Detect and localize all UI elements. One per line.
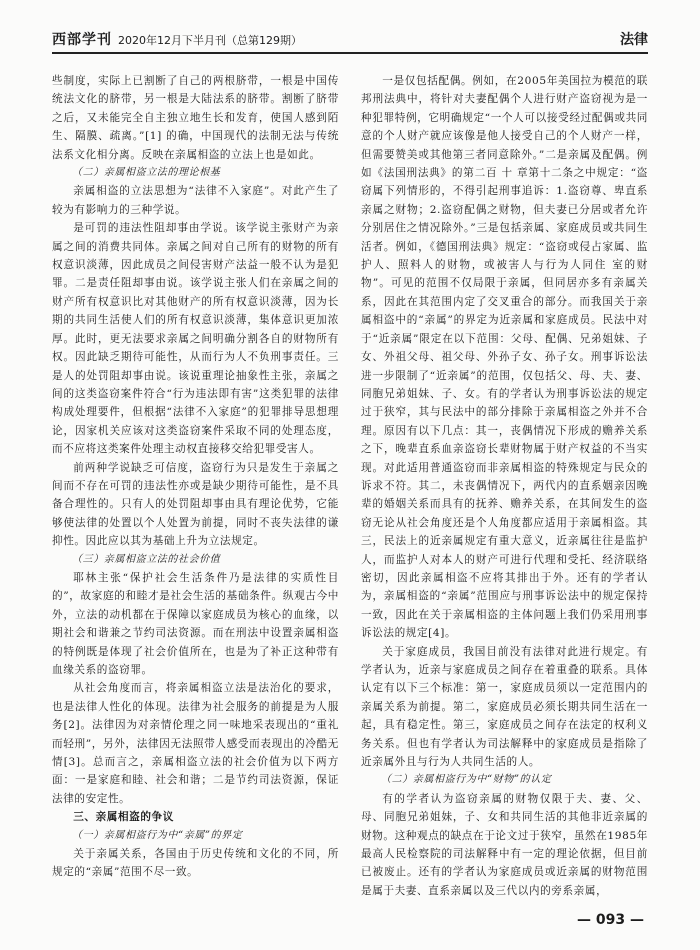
paragraph: 从社会角度而言，将亲属相盗立法是法治化的要求，也是法律人性化的体现。法律为社会服务的前提是为人服务[2]。法律因为对亲情伦理之同一味地采表现出的“重礼而轻刑”，另外，法律因无法照带人感受而表现出的冷酷无情[3]。总而言之，亲属相盗立法的社会价值为以下两方面：一是家庭和睦、社会和谐；二是节约司法资源，保证法律的安定性。 (52, 682, 339, 805)
paragraph: 一是仅包括配偶。例如，在2005年美国拉为模范的联邦刑法典中，将针对夫妻配偶个人进行财产盗窃视为是一种犯罪特例，它明确规定“一个人可以接受经过配偶或共同意的个人财产就应该像是他人接受自己的个人财产一样，但需要赞美或其他第三者同意除外。”二是亲属及配偶。例如《法国刑法典》的第二百 十 章第十二条之中规定：“盗窃属下列情形的，不得引起刑事追诉：1.盗窃尊、卑直系亲属之财物；2.盗窃配偶之财物，但夫妻已分居或者允许分别居住之情况除外。”三是包括亲属、家庭成员或共同生活者。例如，《德国刑法典》规定：“盗窃或侵占家属、监护人、照料人的财物，或被害人与行为人同住 室的财物”。可见的范围不仅局限于亲属，但同居亦多有亲属关系，因此在其范围内定了交叉重合的部分。而我国关于亲属相盗中的“亲属”的界定为近亲属和家庭成员。民法中对于“近亲属”限定在以下范围：父母、配偶、兄弟姐妹、子女、外祖父母、祖父母、外孙子女、孙子女。刑事诉讼法进一步限制了“近亲属”的范围，仅包括父、母、夫、妻、同胞兄弟姐妹、子、女。有的学者认为刑事诉讼法的规定过于狭窄，其与民法中的部分排除于亲属相盗之外并不合理。原因有以下几点：其一，丧偶情况下形成的赡养关系之下，晚辈直系血亲盗窃长辈财物属于财产权益的不当实现。对此适用普通盗窃而非亲属相盗的特殊规定与民众的诉求不符。其二，未丧偶情况下，两代内的直系姻亲因晚辈的婚姻关系而具有的抚养、赡养关系，在其间发生的盗窃无论从社会角度还是个人角度都应适用于亲属相盗。其三，民法上的近亲属规定有重大意义，近亲属往往是监护人，而监护人对本人的财产可进行代理和受托、经济联络密切，因此亲属相盗不应将其排出于外。还有的学者认为，亲属相盗的“亲属”范围应与刑事诉讼法中的规定保持一致，因此在关于亲属相盗的主体问题上我们仍采用刑事诉讼法的规定[4]。 (361, 75, 648, 640)
paragraph: 是可罚的违法性阻却事由学说。该学说主张财产为亲属之间的消费共同体。亲属之间对自己所有的财物的所有权意识淡薄，因此成员之间侵害财产法益一般不认为是犯罪。二是责任阻却事由说。该学说主张人们在亲属之间的财产所有权意识比对其他财产的所有权意识淡薄，因为长期的共同生活使人们的所有权意识淡薄，集体意识更加浓厚。此时，更无法要求亲属之间明确分割各自的财物所有权。因此缺乏期待可能性，从而行为人不负刑事责任。三是人的处罚阻却事由说。该说重理论抽象性主张，亲属之间的这类盗窃案件符合“行为违法即有害”这类犯罪的法律构成处理要件，但根据“法律不入家庭”的犯罪排导思想理论，因家机关应该对这类盗窃案件采取不同的处理态度，而不应将这类案件处理主动权直接移交给犯罪受害人。 (52, 222, 339, 456)
section-heading: （二）亲属相盗行为中“财物”的认定 (381, 774, 552, 786)
issue-info: 2020年12月下半月刊（总第129期） (118, 34, 302, 47)
section-heading: 三、亲属相盗的争议 (73, 811, 174, 824)
paragraph: 前两种学说缺乏可信度，盗窃行为只是发生于亲属之间而不存在可罚的违法性亦或是缺少期待可能性，是不具备合理性的。只有人的处罚阻却事由具有理论优势，它能够使法律的处置以个人处置为前提，同时不丧失法律的谦抑性。因此应以其为基础上升为立法规定。 (52, 461, 339, 548)
paragraph: 亲属相盗的立法思想为“法律不入家庭”。对此产生了较为有影响力的三种学说。 (52, 185, 339, 216)
section-heading: （二）亲属相盗立法的理论根基 (72, 167, 221, 179)
article-body (52, 72, 648, 902)
section-heading: （一）亲属相盗行为中“亲属”的界定 (72, 829, 243, 841)
journal-title: 西部学刊 (52, 32, 112, 48)
header-left (52, 29, 302, 49)
page-number: — 093 — (577, 912, 644, 928)
section-heading: （三）亲属相盗立法的社会价值 (72, 553, 221, 565)
paragraph: 关于亲属关系，各国由于历史传统和文化的不同，所规定的“亲属”范围不尽一致。 (52, 848, 339, 879)
paragraph: 有的学者认为盗窃亲属的财物仅限于夫、妻、父、母、同胞兄弟姐妹，子、女和共同生活的其他非近亲属的财物。这种观点的缺点在于论文过于狭窄，虽然在1985年最高人民检察院的司法解释中有一定的理论依据，但目前已被废止。还有的学者认为家庭成员或近亲属的财物范围是属于夫妻、直系亲属以及三代以内的旁系亲属， (361, 792, 648, 897)
page-header (52, 28, 648, 54)
left-column (52, 72, 339, 902)
paragraph: 些制度，实际上已割断了自己的两根脐带，一根是中国传统法文化的脐带，另一根是大陆法系的脐带。割断了脐带之后，又未能完全自主独立地生长和发育，使国人感到陌生、隔膜、疏离。”[1] 的确，中国现代的法制无法与传统法系文化相分离。反映在亲属相盗的立法上也是如此。 (52, 75, 339, 161)
right-column (361, 72, 648, 902)
paragraph: 耶林主张“保护社会生活条件乃是法律的实质性目的”，故家庭的和睦才是社会生活的基础条件。纵观古今中外，立法的动机都在于保障以家庭成员为核心的血缘，以期社会和谐兼之节约司法资源。而在刑法中设置亲属相盗的特例既是体现了社会价值所在，也是为了补正这种带有血缘关系的盗窃罪。 (52, 571, 339, 676)
paragraph: 关于家庭成员，我国目前没有法律对此进行规定。有学者认为，近亲与家庭成员之间存在着重叠的联系。具体认定有以下三个标准：第一，家庭成员须以一定范围内的亲属关系为前提。第二，家庭成员必须长期共同生活在一起，具有稳定性。第三，家庭成员之间存在法定的权利义务关系。但也有学者认为司法解释中的家庭成员是指除了近亲属外且与行为人共同生活的人。 (361, 645, 648, 769)
section-name: 法律 (620, 32, 648, 48)
